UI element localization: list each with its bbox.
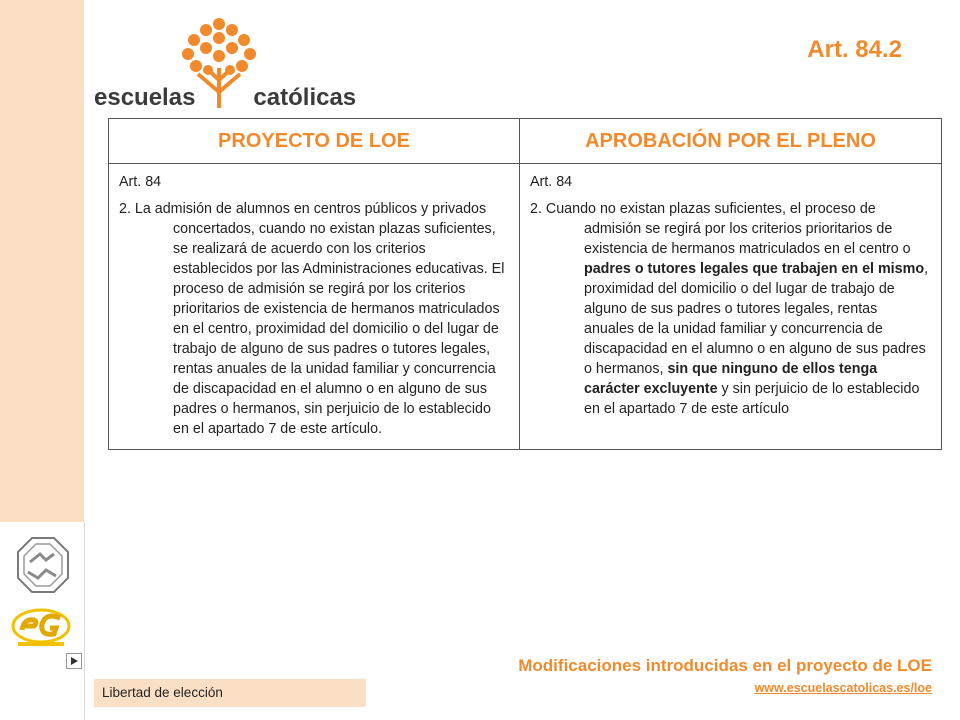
brand-word-2: católicas bbox=[253, 84, 357, 111]
header-aprobacion: APROBACIÓN POR EL PLENO bbox=[520, 119, 942, 164]
footer-url-link[interactable]: www.escuelascatolicas.es/loe bbox=[754, 681, 932, 695]
right-text-part-2: , proximidad del domicilio o del lugar de trabajo de alguno de sus padres o tutores legales, rentas anuales de la unidad familiar y concurrencia de discapacidad en el alumno o en alguno de sus padres o hermanos, bbox=[584, 261, 929, 377]
right-article-text bbox=[530, 199, 931, 419]
article-reference: Art. 84.2 bbox=[807, 36, 902, 63]
right-text-bold-1: padres o tutores legales que trabajen en el mismo bbox=[584, 261, 925, 277]
cecei-seal-icon bbox=[10, 534, 74, 598]
header-proyecto: PROYECTO DE LOE bbox=[109, 119, 520, 164]
left-panel-divider bbox=[84, 522, 85, 720]
table-header-row bbox=[109, 119, 942, 164]
cell-aprobacion bbox=[520, 164, 942, 450]
right-text-part-3: y sin perjuicio de lo establecido en el apartado 7 de este artículo bbox=[584, 381, 920, 417]
cell-proyecto bbox=[109, 164, 520, 450]
right-text-bold-2: sin que ninguno de ellos tenga carácter excluyente bbox=[584, 361, 878, 397]
comparison-table bbox=[108, 118, 942, 450]
brand-word-1: escuelas bbox=[94, 84, 196, 111]
play-arrow-icon[interactable] bbox=[66, 653, 82, 669]
right-text-part-1: 2. Cuando no existan plazas suficientes, el proceso de admisión se regirá por los criterios prioritarios de existencia de hermanos matriculados en el centro o bbox=[530, 201, 911, 257]
left-article-text: 2. La admisión de alumnos en centros públicos y privados concertados, cuando no existan plazas suficientes, se realizará de acuerdo con los criterios establecidos por las Administraciones educativas. El proceso de admisión se regirá por los criterios prioritarios de existencia de hermanos matriculados en el centro, proximidad del domicilio o del lugar de trabajo de alguno de sus padres o tutores legales, rentas anuales de la unidad familiar y concurrencia de discapacidad en el alumno o en alguno de sus padres o hermanos, sin perjuicio de lo establecido en el apartado 7 de este artículo. bbox=[119, 201, 505, 437]
table-row bbox=[109, 164, 942, 450]
left-article-label: Art. 84 bbox=[119, 174, 162, 190]
brand-wordmark bbox=[94, 84, 356, 112]
libertad-badge bbox=[94, 679, 366, 707]
right-article-label: Art. 84 bbox=[530, 174, 573, 190]
eg-logo-icon bbox=[10, 606, 72, 648]
footer-title: Modificaciones introducidas en el proyecto de LOE bbox=[518, 656, 932, 675]
badge-label: Libertad de elección bbox=[102, 685, 223, 700]
